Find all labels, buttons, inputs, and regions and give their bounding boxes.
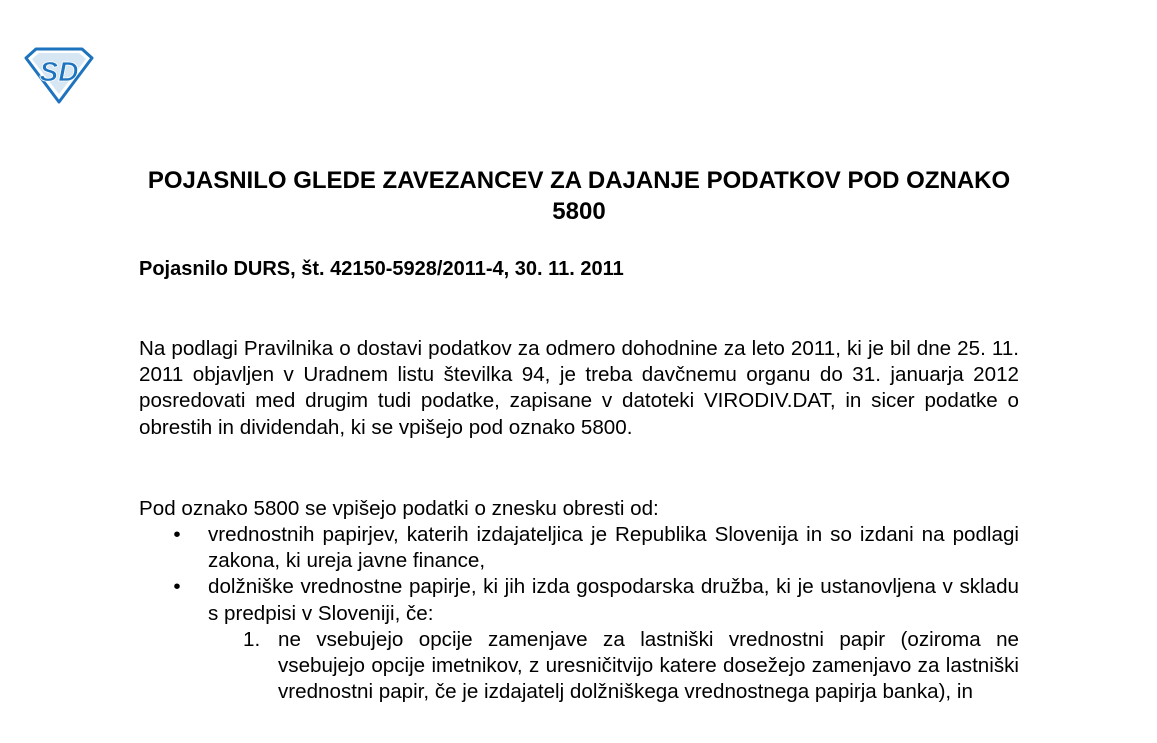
numbered-list bbox=[208, 627, 1019, 706]
document-title: POJASNILO GLEDE ZAVEZANCEV ZA DAJANJE PODATKOV POD OZNAKO 5800 bbox=[147, 167, 1011, 225]
company-logo bbox=[22, 46, 96, 106]
bullet-text: vrednostnih papirjev, katerih izdajateljica je Republika Slovenija in so izdani na podlagi zakona, ki ureja javne finance, bbox=[208, 523, 1019, 573]
bullet-marker: • bbox=[173, 575, 181, 599]
bullet-list bbox=[139, 522, 1019, 705]
intro-paragraph: Na podlagi Pravilnika o dostavi podatkov za odmero dohodnine za leto 2011, ki je bil dne 25. 11. 2011 objavljen v Uradnem listu številka 94, je treba davčnemu organu do 31. januarja 2012 posredovati med drugim tudi podatke, zapisane v datoteki VIRODIV.DAT, in sicer podatke o obrestih in dividendah, ki se vpišejo pod oznako 5800. bbox=[139, 337, 1019, 439]
numbered-marker: 1. bbox=[243, 627, 261, 651]
bullet-item bbox=[139, 574, 1019, 705]
numbered-text: ne vsebujejo opcije zamenjave za lastniški vrednostni papir (oziroma ne vsebujejo opcije imetnikov, z uresničitvijo katere dosežejo zamenjavo za lastniški vrednostni papir, če je izdajatelj dolžniškega vrednostnega papirja banka), in bbox=[278, 627, 1019, 704]
bullet-text: dolžniške vrednostne papirje, ki jih izda gospodarska družba, ki je ustanovljena v skladu s predpisi v Sloveniji, če: bbox=[208, 575, 1019, 625]
bullet-marker: • bbox=[173, 523, 181, 546]
numbered-item bbox=[208, 627, 1019, 706]
document-subtitle: Pojasnilo DURS, št. 42150-5928/2011-4, 30. 11. 2011 bbox=[139, 258, 624, 280]
bullet-item bbox=[139, 522, 1019, 574]
list-intro-paragraph: Pod oznako 5800 se vpišejo podatki o znesku obresti od: bbox=[139, 497, 659, 520]
logo-lettering: SD bbox=[39, 56, 79, 87]
